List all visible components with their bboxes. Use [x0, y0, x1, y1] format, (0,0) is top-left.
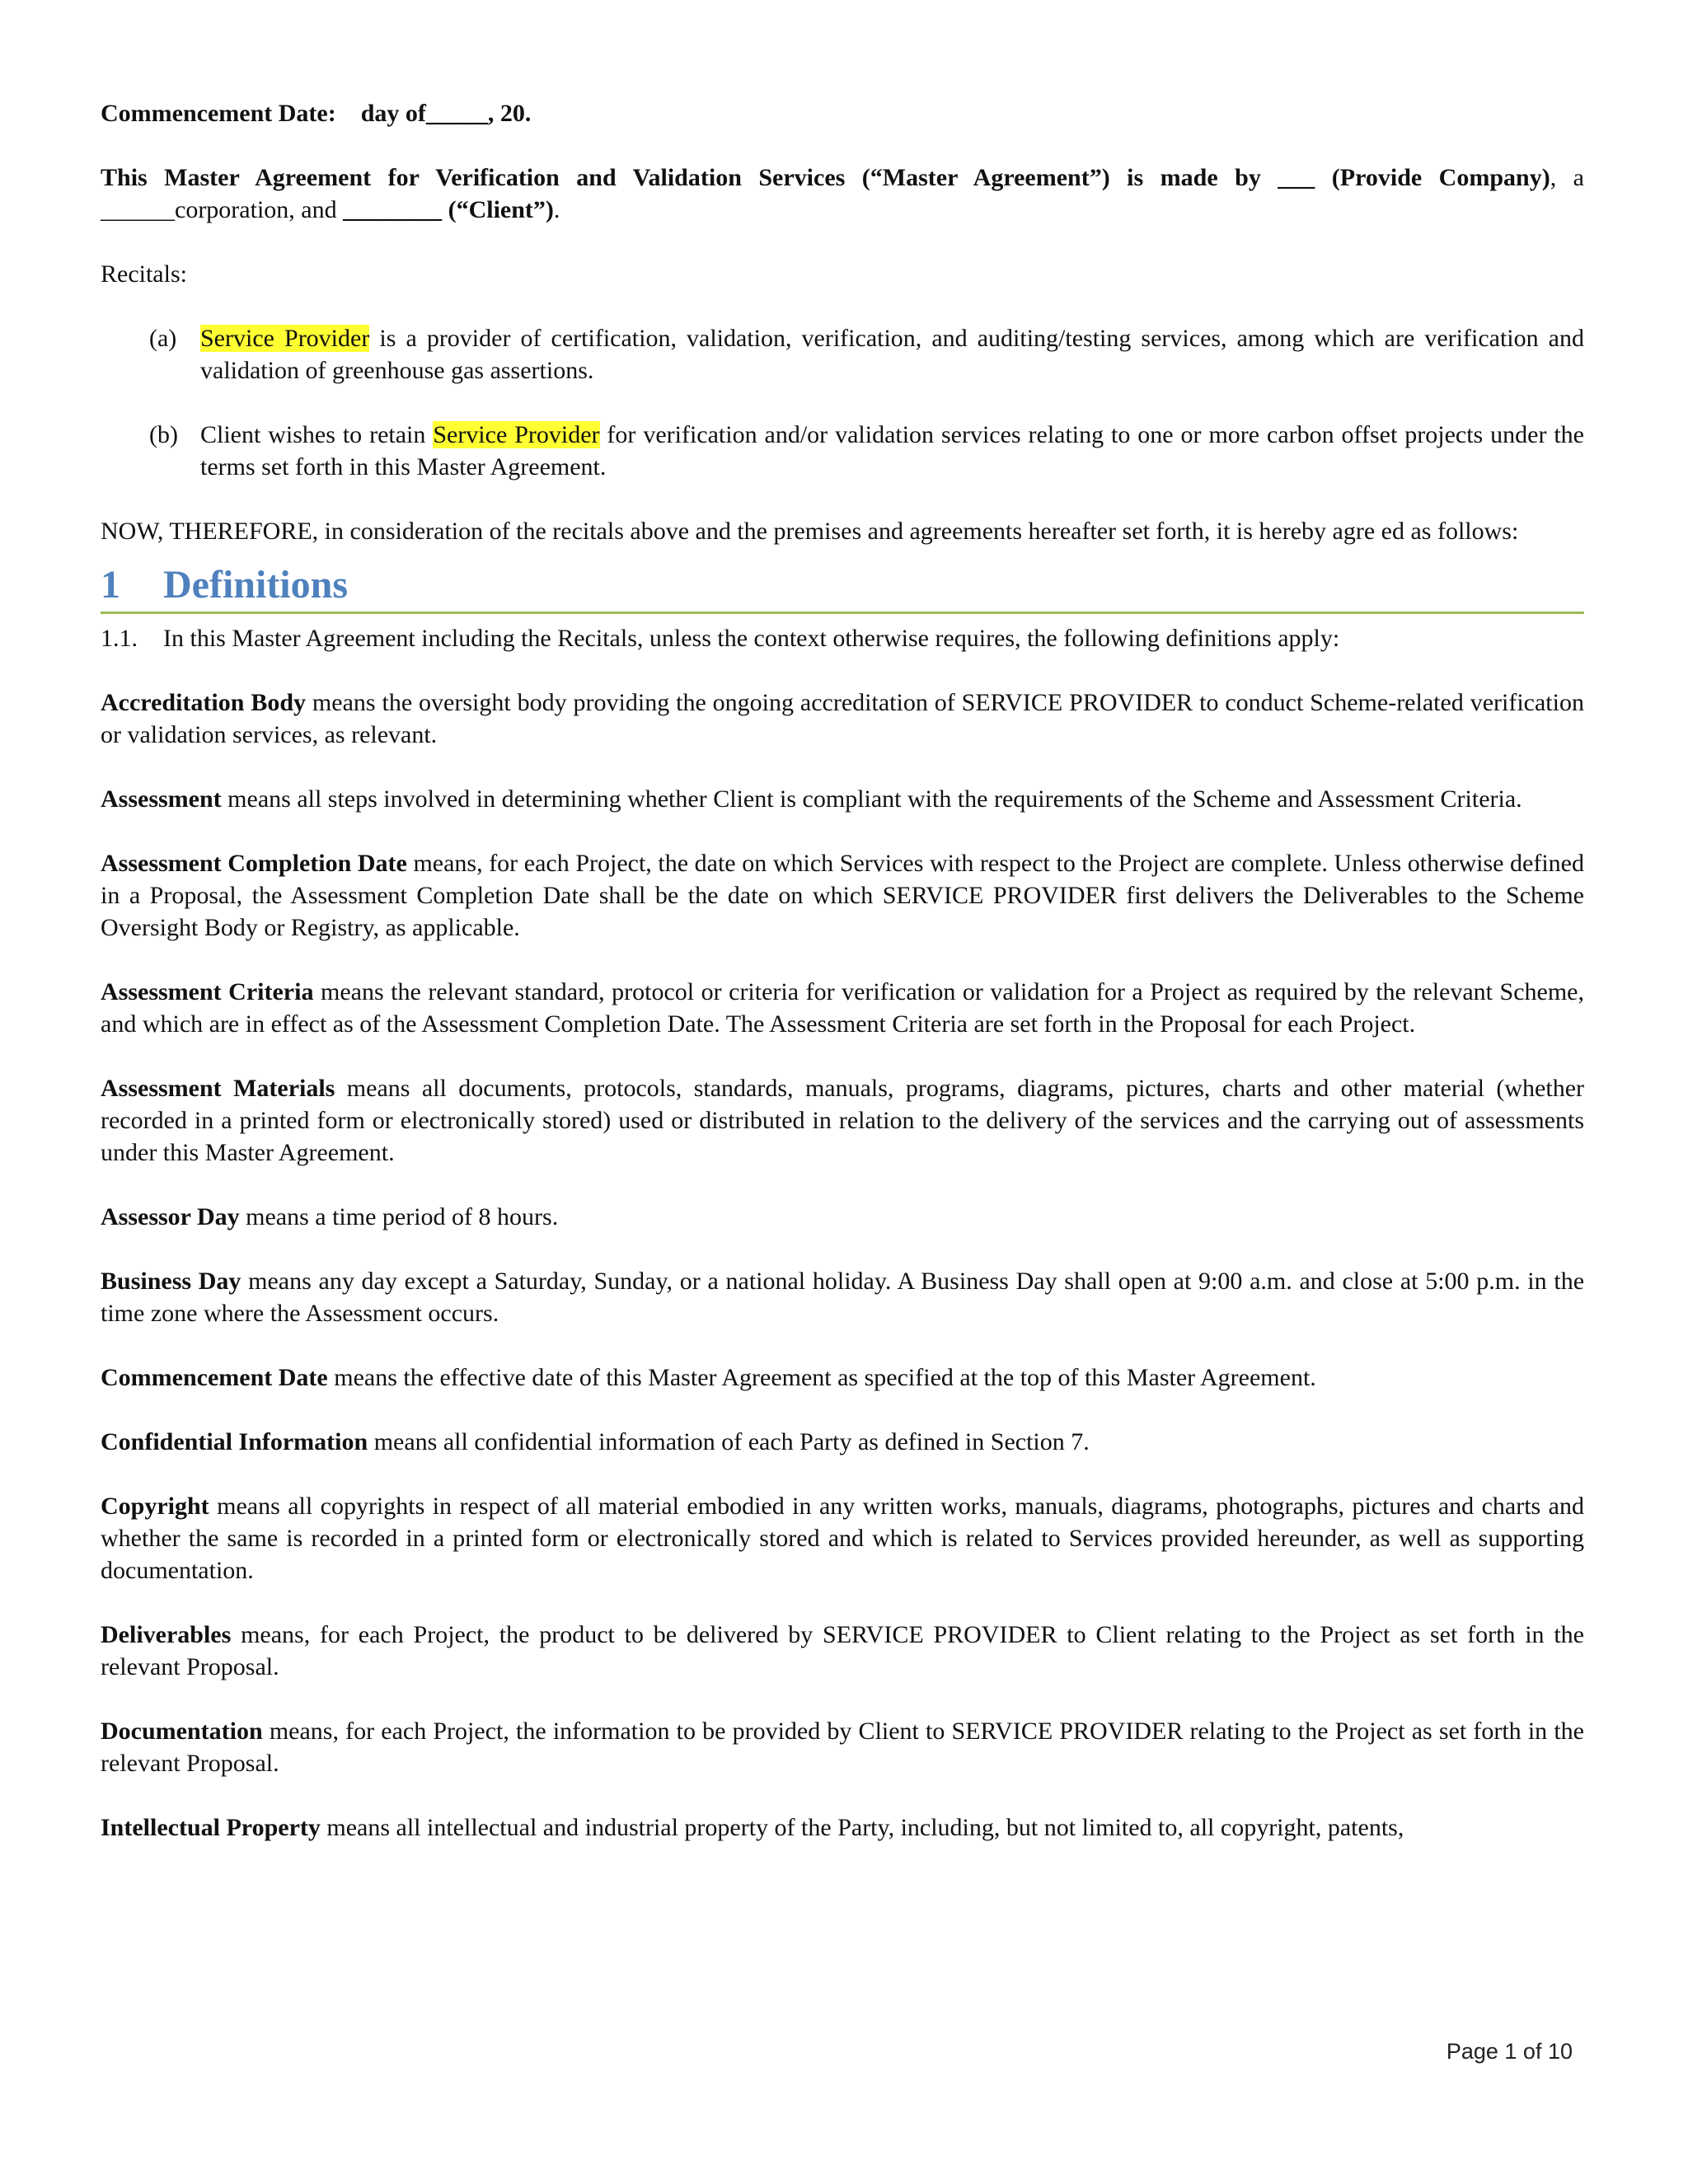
definition-term: Assessor Day: [101, 1203, 240, 1230]
definition-text: means, for each Project, the product to be delivered by SERVICE PROVIDER to Client relating to the Project as set forth in the relevant Proposal.: [101, 1621, 1584, 1680]
definition-term: Copyright: [101, 1493, 209, 1520]
definition-term: Commencement Date: [101, 1364, 328, 1391]
definition-item: [101, 1201, 1584, 1233]
intro-end: .: [553, 196, 560, 223]
clause-text: In this Master Agreement including the Recitals, unless the context otherwise requires, the following definitions apply:: [163, 625, 1340, 652]
definition-item: [101, 1426, 1584, 1458]
definition-text: means a time period of 8 hours.: [239, 1203, 559, 1230]
recital-text-pre: Client wishes to retain: [200, 421, 434, 448]
definition-item: [101, 1490, 1584, 1586]
commencement-value: day of_____, 20.: [360, 100, 532, 127]
clause-label: 1.1.: [101, 625, 138, 652]
section-title: Definitions: [163, 563, 349, 607]
highlighted-term: Service Provider: [433, 421, 600, 448]
intro-client: ________ (“Client”): [343, 196, 554, 223]
definition-term: Intellectual Property: [101, 1814, 321, 1841]
commencement-line: [101, 97, 1584, 129]
definition-term: Assessment: [101, 785, 222, 813]
definition-text: means the oversight body providing the ongoing accreditation of SERVICE PROVIDER to conduct Scheme-related verification or validation services, as relevant.: [101, 689, 1584, 748]
definition-term: Deliverables: [101, 1621, 232, 1648]
definition-text: means the effective date of this Master Agreement as specified at the top of this Master Agreement.: [327, 1364, 1316, 1391]
clause-1-1: [101, 622, 1584, 654]
recital-label: (a): [149, 325, 177, 352]
commencement-label: Commencement Date:: [101, 100, 336, 127]
definition-text: means all documents, protocols, standards, manuals, programs, diagrams, pictures, charts and other material (whether recorded in a printed form or electronically stored) used or distributed in relation to the delivery of the services and the carrying out of assessments under this Master Agreement.: [101, 1075, 1584, 1166]
definition-text: means all confidential information of each Party as defined in Section 7.: [368, 1428, 1090, 1455]
intro-tail: , a ______corporation, and: [101, 164, 1584, 223]
section-heading: [101, 559, 1584, 614]
definition-item: [101, 1811, 1584, 1844]
definition-text: means, for each Project, the date on which Services with respect to the Project are complete. Unless otherwise defined in a Proposal, the Assessment Completion Date shall be the date on which SERVICE PROVIDER first delivers the Deliverables to the Scheme Oversight Body or Registry, as applicable.: [101, 850, 1584, 941]
recital-item: [149, 322, 1584, 387]
recital-text: [200, 322, 1584, 387]
document-body: [101, 97, 1584, 1876]
definition-term: Assessment Criteria: [101, 978, 314, 1005]
definition-item: [101, 1715, 1584, 1779]
definition-term: Assessment Completion Date: [101, 850, 407, 877]
definition-term: Accreditation Body: [101, 689, 307, 716]
recitals-heading: Recitals:: [101, 260, 187, 288]
definition-item: [101, 687, 1584, 751]
definition-item: [101, 1265, 1584, 1329]
page-number: Page 1 of 10: [1446, 2039, 1573, 2064]
definition-text: means all steps involved in determining whether Client is compliant with the requirements of the Scheme and Assessment Criteria.: [221, 785, 1522, 813]
recital-text-post: is a provider of certification, validation, verification, and auditing/testing services, among which are verification and validation of greenhouse gas assertions.: [200, 325, 1584, 384]
definition-item: [101, 1361, 1584, 1394]
now-therefore-paragraph: NOW, THEREFORE, in consideration of the recitals above and the premises and agreements hereafter set forth, it is hereby agre ed as follows:: [101, 518, 1519, 545]
recital-text: [200, 419, 1584, 483]
definition-item: [101, 783, 1584, 815]
definition-item: [101, 976, 1584, 1040]
recital-label: (b): [149, 421, 178, 448]
intro-bold: This Master Agreement for Verification and Validation Services (“Master Agreement”) is made by ___ (Provide Company): [101, 164, 1550, 191]
highlighted-term: Service Provider: [200, 325, 370, 352]
definition-term: Documentation: [101, 1718, 263, 1745]
definition-term: Confidential Information: [101, 1428, 368, 1455]
definition-item: [101, 847, 1584, 944]
definition-text: means, for each Project, the information to be provided by Client to SERVICE PROVIDER relating to the Project as set forth in the relevant Proposal.: [101, 1718, 1584, 1777]
definition-text: means all copyrights in respect of all material embodied in any written works, manuals, diagrams, photographs, pictures and charts and whether the same is recorded in a printed form or electronically stored and which is related to Services provided hereunder, as well as supporting documentation.: [101, 1493, 1584, 1584]
definition-item: [101, 1619, 1584, 1683]
recital-text-post: for verification and/or validation services relating to one or more carbon offset projects under the terms set forth in this Master Agreement.: [200, 421, 1585, 480]
recital-item: [149, 419, 1584, 483]
definition-text: means the relevant standard, protocol or criteria for verification or validation for a Project as required by the relevant Scheme, and which are in effect as of the Assessment Completion Date. The Assessment Criteria are set forth in the Proposal for each Project.: [101, 978, 1584, 1038]
definitions-list: [101, 687, 1584, 1844]
definition-item: [101, 1072, 1584, 1169]
section-number: 1: [101, 563, 120, 607]
definition-term: Assessment Materials: [101, 1075, 335, 1102]
definition-term: Business Day: [101, 1268, 241, 1295]
definition-text: means all intellectual and industrial property of the Party, including, but not limited to, all copyright, patents,: [320, 1814, 1404, 1841]
definition-text: means any day except a Saturday, Sunday, or a national holiday. A Business Day shall open at 9:00 a.m. and close at 5:00 p.m. in the time zone where the Assessment occurs.: [101, 1268, 1585, 1327]
intro-paragraph: [101, 162, 1584, 226]
